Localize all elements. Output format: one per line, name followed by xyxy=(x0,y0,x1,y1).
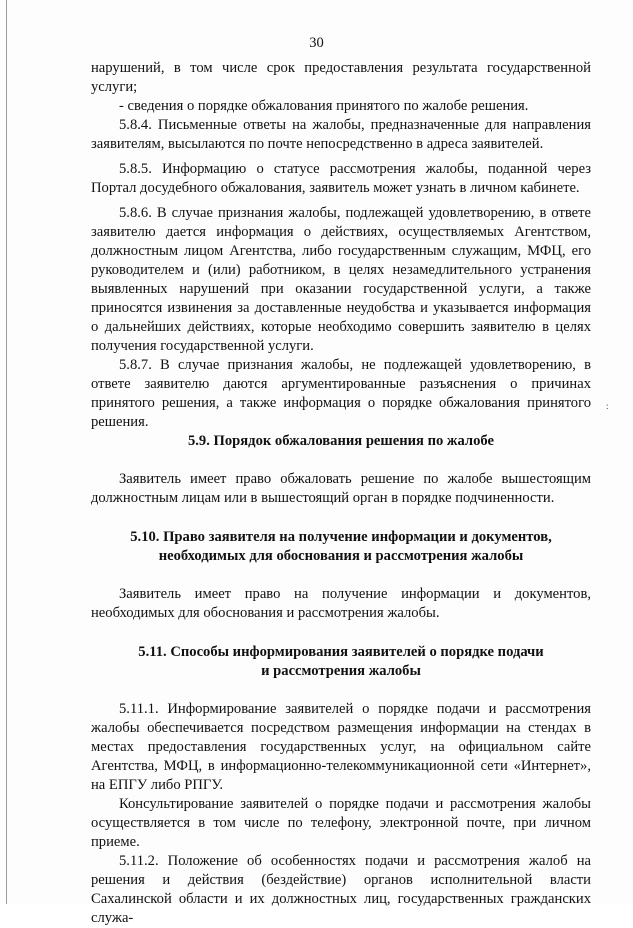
heading-5-9: 5.9. Порядок обжалования решения по жалобе xyxy=(187,433,494,449)
spacer xyxy=(91,566,591,585)
heading-5-10-line-2: необходимых для обоснования и рассмотрения жалобы xyxy=(158,548,524,564)
spacer xyxy=(91,508,591,528)
spacer xyxy=(91,681,591,700)
heading-5-10-line-1: 5.10. Право заявителя на получение информации и документов, xyxy=(130,529,552,545)
paragraph-consulting: Консультирование заявителей о порядке подачи и рассмотрения жалобы осуществляется в том числе по телефону, электронной почте, при личном приеме. xyxy=(91,796,591,850)
paragraph-violations-continuation: нарушений, в том числе срок предоставления результата государственной услуги; xyxy=(91,60,591,95)
paragraph-5-11-1: 5.11.1. Информирование заявителей о порядке подачи и рассмотрения жалобы обеспечивается посредством размещения информации на стендах в местах предоставления государственных услуг, на официальном сайте Агентства, МФЦ, в информационно-телекоммуникационной сети «Интернет», на ЕПГУ либо РПГУ. xyxy=(91,701,591,793)
paragraph-5-11-2: 5.11.2. Положение об особенностях подачи и рассмотрения жалоб на решения и действия (бездействие) органов исполнительной власти Сахалинской области и их должностных лиц, государственных гражданских служа- xyxy=(91,853,591,926)
page-number: 30 xyxy=(309,35,324,51)
heading-5-11-line-2: и рассмотрения жалобы xyxy=(261,663,421,679)
paragraph-5-8-5: 5.8.5. Информацию о статусе рассмотрения жалобы, поданной через Портал досудебного обжалования, заявитель может узнать в личном кабинете. xyxy=(91,161,591,196)
scan-edge-line xyxy=(6,0,7,904)
document-body xyxy=(91,59,591,928)
paragraph-5-8-7: 5.8.7. В случае признания жалобы, не подлежащей удовлетворению, в ответе заявителю даются аргументированные разъяснения о причинах принятого решения, а также информация о порядке обжалования принятого решения. xyxy=(91,357,591,430)
spacer xyxy=(91,623,591,643)
spacer xyxy=(91,451,591,470)
paragraph-5-9-text: Заявитель имеет право обжаловать решение по жалобе вышестоящим должностным лицам или в вышестоящий орган в порядке подчиненности. xyxy=(91,471,591,506)
paragraph-5-10-text: Заявитель имеет право на получение информации и документов, необходимых для обоснования и рассмотрения жалобы. xyxy=(91,586,591,621)
paragraph-appeal-info: - сведения о порядке обжалования принятого по жалобе решения. xyxy=(119,98,529,114)
heading-5-11-line-1: 5.11. Способы информирования заявителей о порядке подачи xyxy=(138,644,544,660)
margin-mark: : xyxy=(606,401,609,411)
paragraph-5-8-6: 5.8.6. В случае признания жалобы, подлежащей удовлетворению, в ответе заявителю дается информация о действиях, осуществляемых Агентством, должностным лицом Агентства, либо государственным служащим, МФЦ, его руководителем и (или) работником, в целях незамедлительного устранения выявленных нарушений при оказании государственной услуги, а также приносятся извинения за доставленные неудобства и указывается информация о дальнейших действиях, которые необходимо совершить заявителю в целях получения государственной услуги. xyxy=(91,205,591,354)
paragraph-5-8-4: 5.8.4. Письменные ответы на жалобы, предназначенные для направления заявителям, высылаются по почте непосредственно в адреса заявителей. xyxy=(91,117,591,152)
